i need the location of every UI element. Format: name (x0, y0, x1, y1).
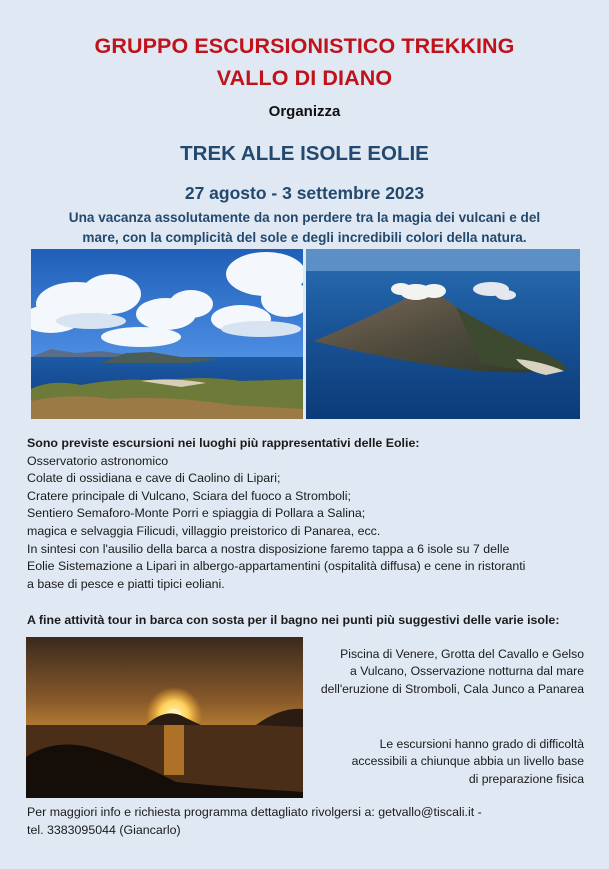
excursion-item: Colate di ossidiana e cave di Caolino di Lipari; (27, 471, 281, 486)
sunset-photo (26, 637, 303, 798)
title-line-1: GRUPPO ESCURSIONISTICO TREKKING (94, 34, 515, 58)
excursions-section (27, 435, 587, 593)
event-title: TREK ALLE ISOLE EOLIE (180, 142, 429, 165)
contact-line-1: Per maggiori info e richiesta programma dettagliato rivolgersi a: getvallo@tiscali.it - (27, 805, 482, 819)
difficulty-line: di preparazione fisica (468, 771, 584, 786)
places-line: Piscina di Venere, Grotta del Cavallo e Gelso (340, 647, 584, 661)
summary-line: a base di pesce e piatti tipici eoliani. (27, 576, 225, 591)
boat-tour-places (294, 646, 584, 698)
excursion-item: Osservatorio astronomico (27, 453, 169, 468)
boat-tour-section (27, 612, 587, 630)
boat-tour-heading: A fine attività tour in barca con sosta per il bagno nei punti più suggestivi delle varie isole: (27, 613, 560, 627)
excursion-item: Sentiero Semaforo-Monte Porri e spiaggia di Pollara a Salina; (27, 506, 366, 521)
difficulty-line: accessibili a chiunque abbia un livello base (351, 754, 584, 769)
summary-line: In sintesi con l'ausilio della barca a nostra disposizione faremo tappa a 6 isole su 7 delle (27, 541, 510, 556)
organizza-label: Organizza (268, 103, 341, 120)
excursion-item: magica e selvaggia Filicudi, villaggio preistorico di Panarea, ecc. (27, 523, 381, 538)
contact-line-2: tel. 3383095044 (Giancarlo) (27, 822, 181, 837)
excursions-heading: Sono previste escursioni nei luoghi più rappresentativi delle Eolie: (27, 436, 420, 450)
places-line: dell'eruzione di Stromboli, Cala Junco a Panarea (320, 681, 584, 696)
contact-section (27, 804, 587, 839)
lipari-panorama-photo (31, 249, 303, 419)
summary-line: Eolie Sistemazione a Lipari in albergo-appartamentini (ospitalità diffusa) e cene in ristoranti (27, 559, 526, 574)
tagline-line-2: mare, con la complicità del sole e degli incredibili colori della natura. (82, 230, 527, 245)
event-dates: 27 agosto - 3 settembre 2023 (184, 183, 425, 203)
tagline-line-1: Una vacanza assolutamente da non perdere tra la magia dei vulcani e del (68, 210, 541, 225)
title-line-2: VALLO DI DIANO (216, 66, 393, 90)
difficulty-note (294, 736, 584, 788)
difficulty-line: Le escursioni hanno grado di difficoltà (379, 737, 584, 751)
excursion-item: Cratere principale di Vulcano, Sciara del fuoco a Stromboli; (27, 488, 351, 503)
stromboli-volcano-photo (306, 249, 580, 419)
places-line: a Vulcano, Osservazione notturna dal mare (350, 664, 584, 679)
tagline (30, 208, 579, 248)
